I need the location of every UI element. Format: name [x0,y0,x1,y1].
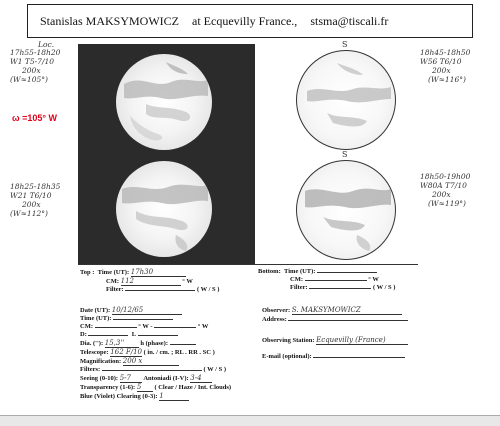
time-ut-label: Time (UT): [80,315,112,322]
form-bottom-section [258,268,428,292]
mars-disc-top-right [296,50,396,150]
note-line: 18h25-18h35 [10,182,61,191]
email-label: E-mail (optional): [262,353,312,360]
b-filter-label: Filter: [290,284,308,291]
address-label: Address: [262,316,287,323]
note-line: (W≈105°) [10,75,48,84]
form-main-left [80,306,258,401]
note-line: 18h45-18h50 [420,48,471,57]
filter-label: Filter: [106,286,124,293]
header-box [27,4,473,38]
form-top-section [80,268,250,294]
note-left-top [10,48,78,84]
note-line: 200x [432,66,451,75]
note-line: 200x [432,190,451,199]
b-filter-unit: ( W / S ) [372,284,396,291]
b-cm-field [305,280,367,281]
note-right-bottom [420,172,498,208]
observer-location: at Ecquevilly France., [192,14,298,28]
surface-markings [116,54,212,150]
cm-unit: ° W [182,278,193,285]
mars-disc-bottom-right [296,160,396,260]
phase-label: h (phase): [140,340,168,347]
note-line: W1 T5-7/10 [10,57,55,66]
cm-value: 112 [121,277,181,286]
cm-main-field2 [154,327,196,328]
time-ut-field [113,319,173,320]
surface-markings [116,161,212,257]
note-line: W56 T6/10 [420,57,462,66]
observer-email: stsma@tiscali.fr [310,14,389,28]
telescope-unit: ( in. / cm. ; RL . RR . SC ) [143,349,215,356]
seeing-label: Seeing (0-10): [80,375,119,382]
date-label: Date (UT): [80,307,111,314]
mag-value: 200 x [123,357,179,366]
note-right-top [420,48,498,84]
l-label: L [131,331,137,338]
date-value: 10/12/65 [112,306,182,315]
b-cm-label: CM: [290,276,303,283]
mars-disc-top-left [116,54,212,150]
b-cm-unit: ° W [368,276,379,283]
mars-disc-bottom-left [116,161,212,257]
loc-label: Loc. [38,40,55,49]
surface-markings [297,51,395,149]
filters-label: Filters: [80,366,101,373]
filters-unit: ( W / S ) [203,366,226,373]
antoniadi-value: 3-4 [190,374,212,383]
d-field [88,335,128,336]
time-label: Time (UT): [97,269,130,276]
dia-value: 15,3'' [105,339,139,348]
dia-label: Dia. (''): [80,340,104,347]
telescope-value: 162 F/10 [110,348,142,356]
transparency-unit: ( Clear / Haze / Int. Clouds) [154,384,232,391]
b-time-field [317,272,377,273]
filters-field [102,370,202,371]
south-mark-bottom: S [342,150,348,159]
omega-label: ω =105° W [12,113,57,123]
seeing-value: 5-7 [120,374,142,383]
b-time-label: Time (UT): [284,268,316,275]
transparency-value: 5 [137,383,153,392]
observer-name: Stanislas MAKSYMOWICZ [40,14,180,28]
surface-markings [297,161,395,259]
blue-clearing-value: 1 [159,392,189,401]
cm-main-unit1: ° W - [138,323,153,330]
note-line: (W≈116°) [428,75,466,84]
note-line: 200x [22,200,41,209]
email-field [313,357,405,358]
b-filter-field [309,288,371,289]
observer-label: Observer: [262,307,291,314]
transparency-label: Transparency (1-6): [80,384,136,391]
south-mark-top: S [342,40,348,49]
mag-label: Magnification: [80,358,122,365]
l-field [138,335,178,336]
note-line: 200x [22,66,41,75]
station-label: Observing Station: [262,337,315,344]
cm-main-label: CM: [80,323,93,330]
divider-line [78,264,418,265]
filter-unit: ( W / S ) [196,286,220,293]
cm-main-unit2: ° W [197,323,209,330]
cm-main-field1 [95,327,137,328]
telescope-label: Telescope: [80,349,109,356]
note-line: (W≈112°) [10,209,48,218]
antoniadi-label: Antoniadi (I-V): [143,375,189,382]
note-line: 17h55-18h20 [10,48,61,57]
phase-field [170,344,196,345]
address-field [288,320,408,321]
filter-field [125,290,195,291]
bottom-strip [0,415,500,426]
blue-clearing-label: Blue (Violet) Clearing (0-3): [80,393,158,400]
note-line: W80A T7/10 [420,181,467,190]
cm-label: CM: [106,278,119,285]
station-value: Ecquevilly (France) [316,336,408,345]
note-left-bottom [10,182,78,218]
observer-value: S. MAKSYMOWICZ [292,306,402,315]
note-line: W21 T6/10 [10,191,52,200]
top-label: Top : [80,269,95,276]
bottom-label: Bottom: [258,268,281,275]
note-line: (W≈119°) [428,199,466,208]
note-line: 18h50-19h00 [420,172,471,181]
d-label: D: [80,331,87,338]
time-value: 17h30 [131,268,186,277]
form-main-right [262,306,462,361]
